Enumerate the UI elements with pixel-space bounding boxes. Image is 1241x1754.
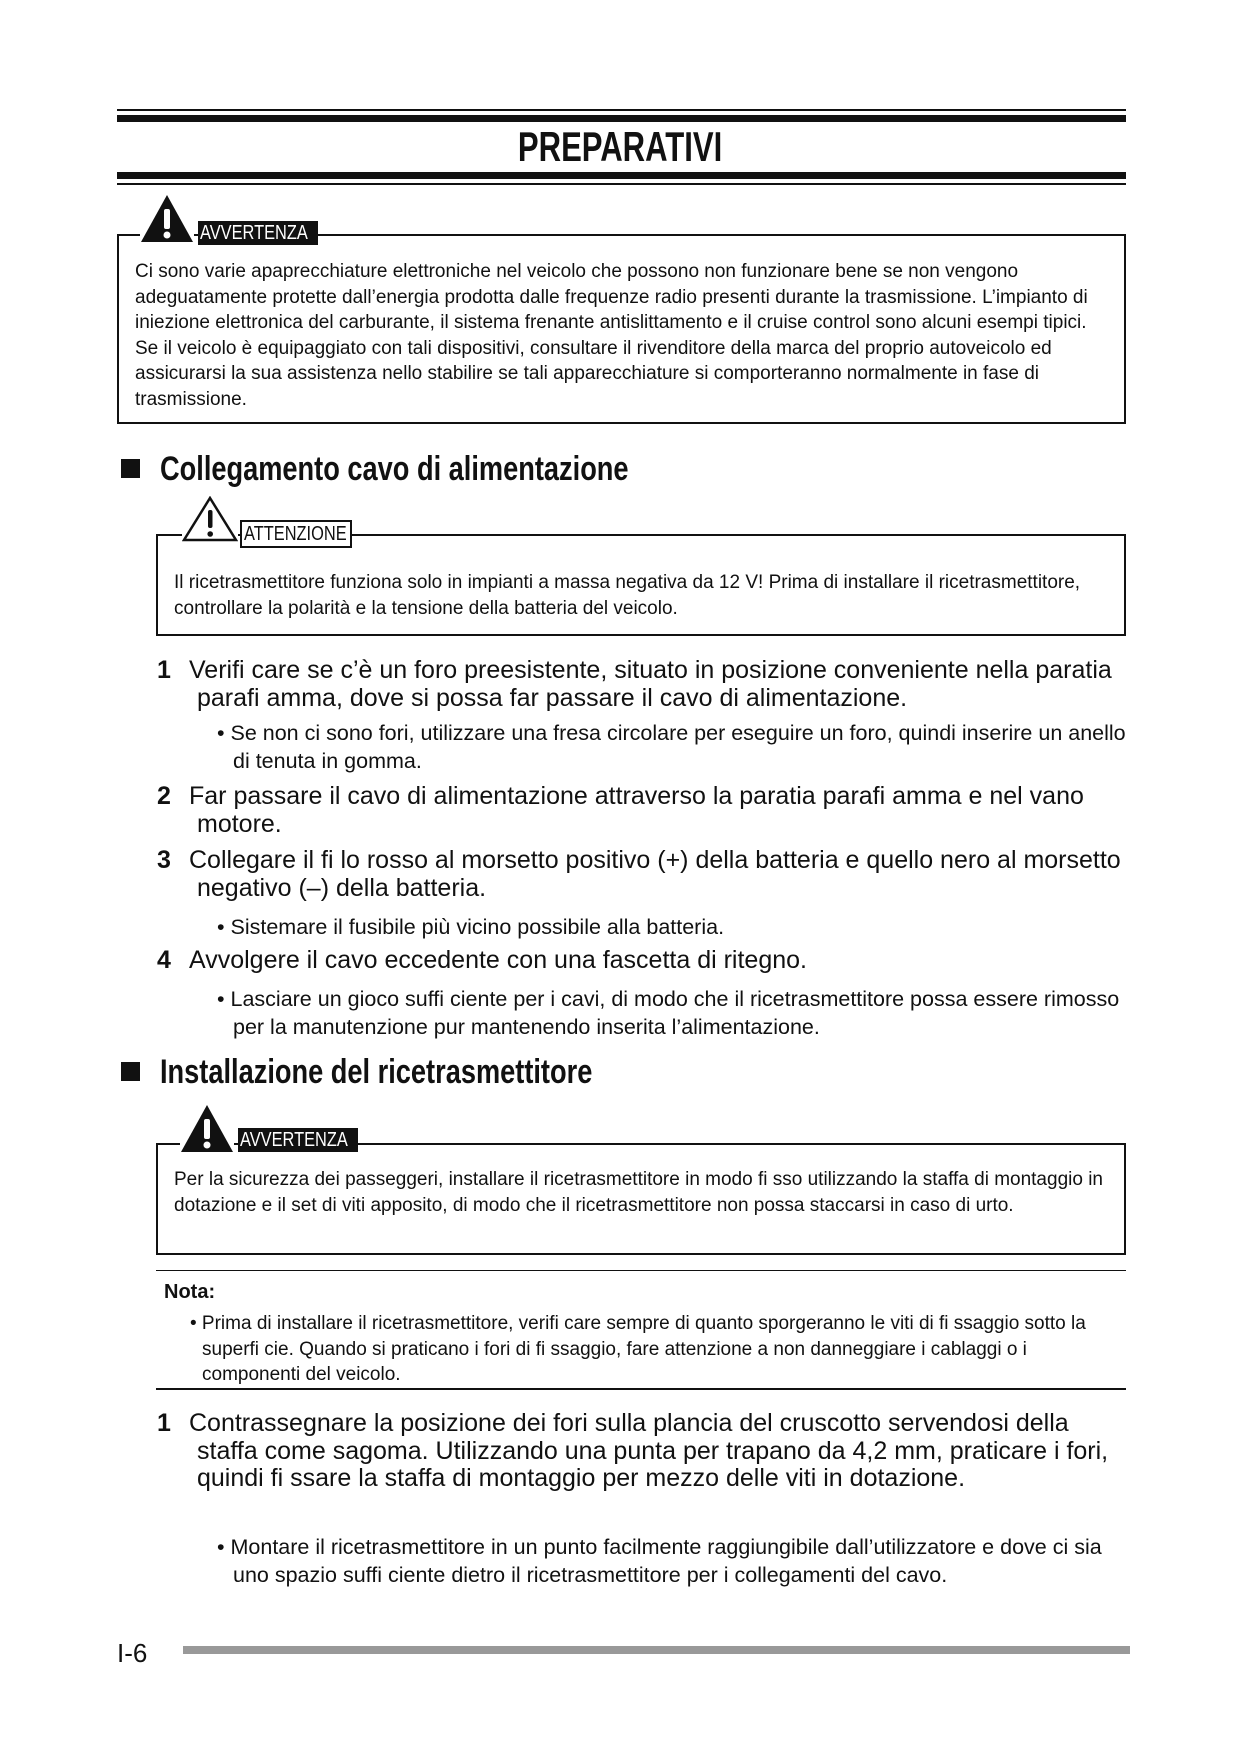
page-title [0,122,1241,172]
section-heading-text: Collegamento cavo di alimentazione [160,450,629,488]
bullet-item [195,1533,1135,1589]
section-heading [121,1052,700,1092]
caution-text: Il ricetrasmettitore funziona solo in impianti a massa negativa da 12 V! Prima di installare il ricetrasmettitore, controllare la polarità e la tensione della batteria del veicolo. [174,572,1081,619]
page-title-text: PREPARATIVI [518,123,723,170]
page-number: I-6 [117,1638,148,1668]
title-rule-top-thick [117,115,1126,122]
step-item [157,947,1132,975]
square-bullet-icon [121,459,140,478]
warning-triangle-icon [180,1104,234,1154]
warning-label-text: AVVERTENZA [240,1129,348,1151]
step-text: Collegare il fi lo rosso al morsetto positivo (+) della batteria e quello nero al morsetto negativo (–) della batteria. [189,846,1121,902]
note-bullet-text: • Prima di installare il ricetrasmettitore, verifi care sempre di quanto sporgeranno le viti di fi ssaggio sotto la superfi cie. Quando si praticano i fori di fi ssaggio, fare attenzione a non danneggiare i cablaggi o i componenti del veicolo. [190,1313,1086,1385]
caution-label [240,520,352,548]
warning-label [238,1128,358,1152]
warning-label [198,221,318,245]
bullet-item [195,913,1135,941]
note-rule-bottom [156,1388,1126,1390]
square-bullet-icon [121,1062,140,1081]
note-title: Nota: [164,1281,216,1303]
warning-box [117,234,1126,424]
title-rule-bottom-thick [117,172,1126,179]
bullet-item [195,985,1135,1041]
caution-triangle-icon [182,496,238,542]
bullet-item [195,719,1135,775]
step-number: 4 [157,946,171,974]
step-item [157,657,1132,712]
bullet-text: • Sistemare il fusibile più vicino possibile alla batteria. [217,915,725,939]
warning-text: Ci sono varie apaprecchiature elettroniche nel veicolo che possono non funzionare bene se non vengono adeguatamente protette dall’energia prodotta dalle frequenze radio presenti durante la trasmissione. L’impianto di iniezione elettronica del carburante, il sistema frenante antislittamento e il cruise control sono alcuni esempi tipici. Se il veicolo è equipaggiato con tali dispositivi, consultare il rivenditore della marca del proprio autoveicolo ed assicurarsi la sua assistenza nello stabilire se tali apparecchiature si comporteranno normalmente in fase di trasmissione. [135,261,1088,410]
step-item [157,847,1132,902]
bullet-text: • Montare il ricetrasmettitore in un punto facilmente raggiungibile dall’utilizzatore e dove ci sia uno spazio suffi ciente dietro il ricetrasmettitore per i collegamenti del cavo. [217,1535,1102,1587]
note-bullet [170,1311,1110,1388]
step-number: 1 [157,1409,171,1437]
bullet-text: • Se non ci sono fori, utilizzare una fresa circolare per eseguire un foro, quindi inserire un anello di tenuta in gomma. [217,721,1126,773]
caution-label-text: ATTENZIONE [244,523,347,545]
caution-box [156,534,1126,636]
note-rule-top [156,1270,1126,1271]
warning-box [156,1143,1126,1255]
step-number: 3 [157,846,171,874]
step-item [157,783,1132,838]
step-text: Verifi care se c’è un foro preesistente, situato in posizione conveniente nella paratia parafi amma, dove si possa far passare il cavo di alimentazione. [189,656,1112,712]
step-text: Avvolgere il cavo eccedente con una fascetta di ritegno. [189,946,807,974]
section-heading-text: Installazione del ricetrasmettitore [160,1053,593,1091]
footer-bar [183,1646,1130,1654]
title-rule-bottom-thin [117,183,1126,185]
bullet-text: • Lasciare un gioco suffi ciente per i cavi, di modo che il ricetrasmettitore possa essere rimosso per la manutenzione pur mantenendo inserita l’alimentazione. [217,987,1120,1039]
warning-label-text: AVVERTENZA [200,222,308,244]
warning-triangle-icon [140,194,194,244]
section-heading [121,449,746,489]
title-rule-top-thin [117,109,1126,111]
step-number: 2 [157,782,171,810]
step-number: 1 [157,656,171,684]
warning-text: Per la sicurezza dei passeggeri, installare il ricetrasmettitore in modo fi sso utilizzando la staffa di montaggio in dotazione e il set di viti apposito, di modo che il ricetrasmettitore non possa staccarsi in caso di urto. [174,1169,1103,1216]
step-text: Far passare il cavo di alimentazione attraverso la paratia parafi amma e nel vano motore. [189,782,1084,838]
step-text: Contrassegnare la posizione dei fori sulla plancia del cruscotto servendosi della staffa come sagoma. Utilizzando una punta per trapano da 4,2 mm, praticare i fori, quindi fi ssare la staffa di montaggio per mezzo delle viti in dotazione. [189,1409,1109,1492]
step-item [157,1410,1132,1493]
